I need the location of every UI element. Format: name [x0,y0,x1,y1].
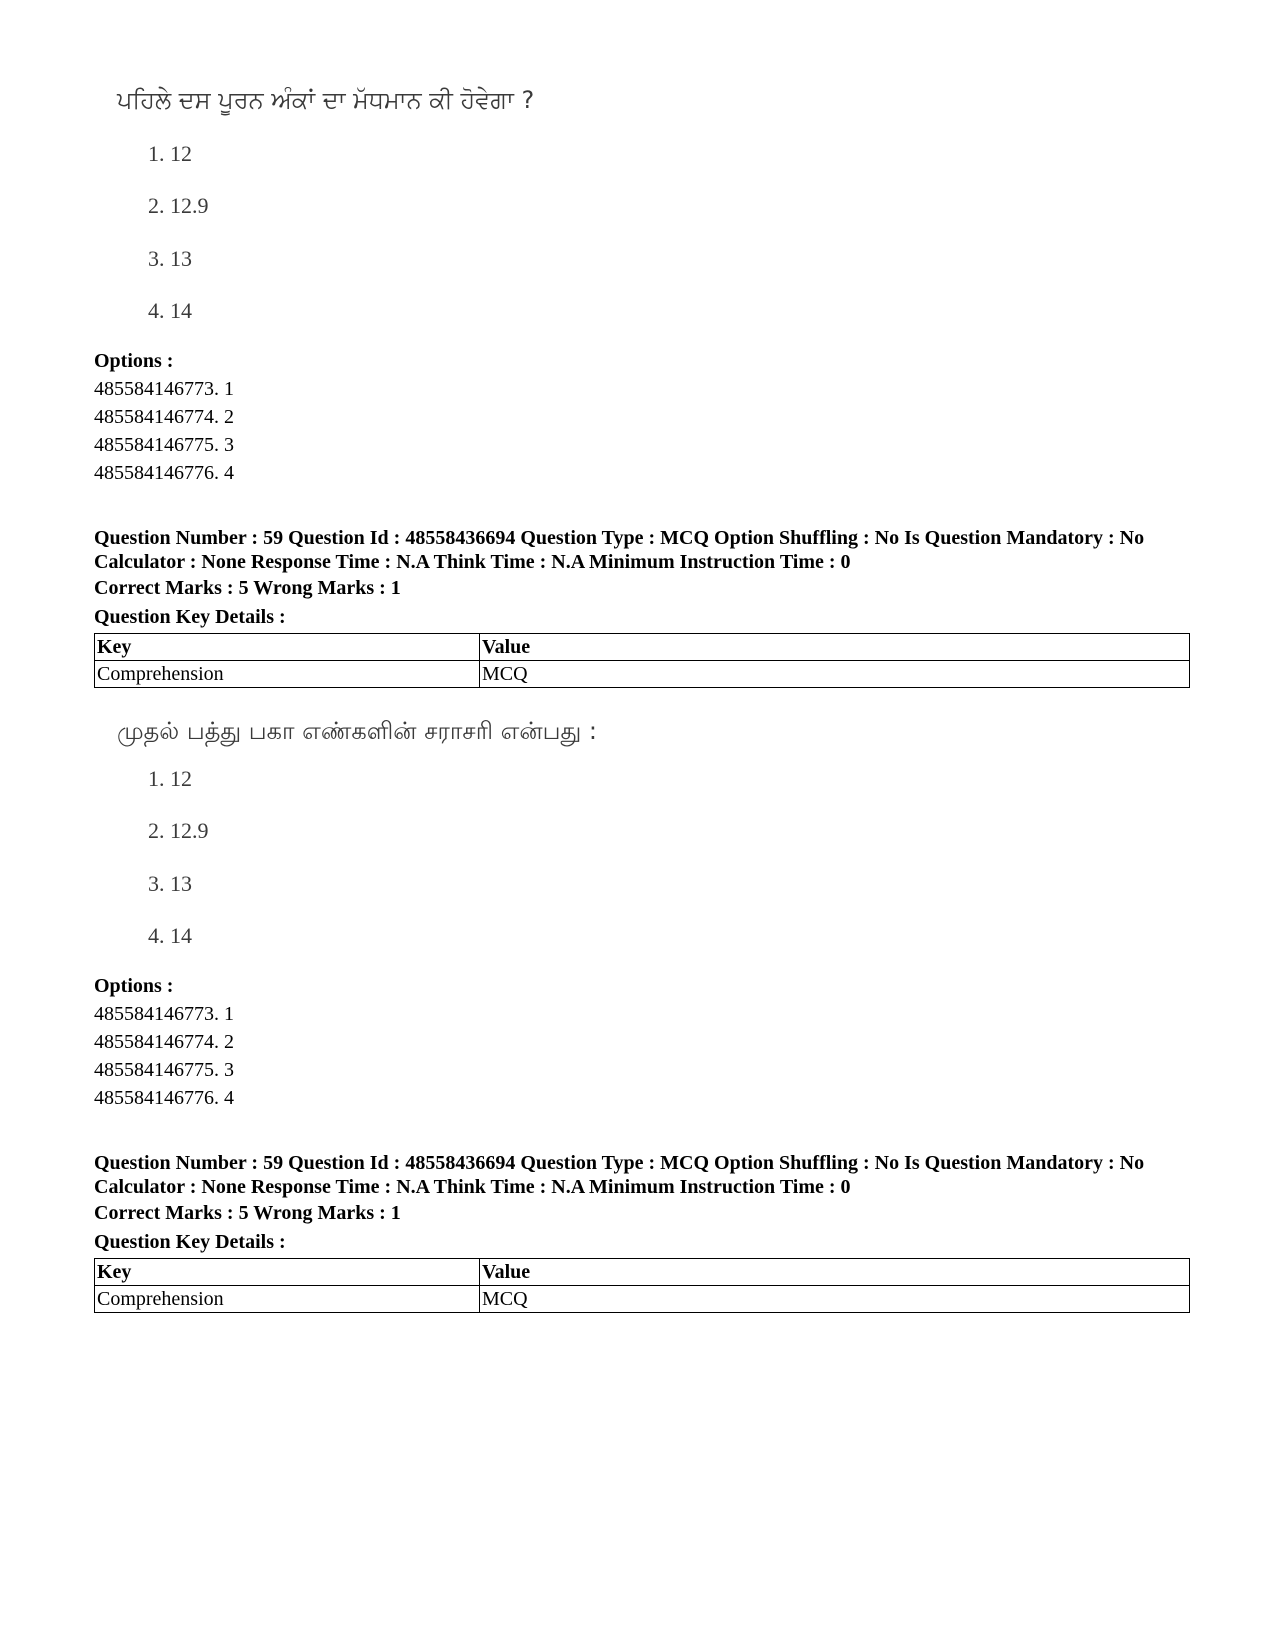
key-details-label: Question Key Details : [94,1231,286,1253]
table-cell: Comprehension [95,1286,480,1313]
table-cell: Comprehension [95,661,480,688]
option-item: 485584146776. 4 [94,1087,234,1109]
question-choice: 2. 12.9 [148,193,209,218]
question-choice: 3. 13 [148,871,192,896]
table-row [95,1286,1190,1313]
question-choice: 4. 14 [148,923,192,948]
question-choice: 3. 13 [148,246,192,271]
key-details-table [94,633,1190,688]
marks-line: Correct Marks : 5 Wrong Marks : 1 [94,1202,401,1224]
options-label: Options : [94,975,174,997]
table-header-cell: Key [95,1259,480,1286]
question-choice: 2. 12.9 [148,818,209,843]
option-item: 485584146775. 3 [94,1059,234,1081]
table-header-cell: Value [480,634,1190,661]
question-choice: 1. 12 [148,141,192,166]
table-cell: MCQ [480,1286,1190,1313]
option-item: 485584146774. 2 [94,406,234,428]
table-row [95,661,1190,688]
question-text: முதல் பத்து பகா எண்களின் சராசரி என்பது : [117,717,597,745]
table-header-cell: Key [95,634,480,661]
option-item: 485584146773. 1 [94,1003,234,1025]
option-item: 485584146775. 3 [94,434,234,456]
key-details-label: Question Key Details : [94,606,286,628]
question-meta: Question Number : 59 Question Id : 48558436694 Question Type : MCQ Option Shuffling : No Is Question Mandatory : No Calculator : None Response Time : N.A Think Time : N.A Minimum Instruction Time : 0 [94,527,1145,573]
option-item: 485584146776. 4 [94,462,234,484]
question-meta: Question Number : 59 Question Id : 48558436694 Question Type : MCQ Option Shuffling : No Is Question Mandatory : No Calculator : None Response Time : N.A Think Time : N.A Minimum Instruction Time : 0 [94,1152,1145,1198]
option-item: 485584146773. 1 [94,378,234,400]
marks-line: Correct Marks : 5 Wrong Marks : 1 [94,577,401,599]
table-header-row [95,634,1190,661]
question-text: ਪਹਿਲੇ ਦਸ ਪੂਰਨ ਅੰਕਾਂ ਦਾ ਮੱਧਮਾਨ ਕੀ ਹੋਵੇਗਾ ? [117,86,535,114]
table-header-row [95,1259,1190,1286]
table-header-cell: Value [480,1259,1190,1286]
options-label: Options : [94,350,174,372]
question-choice: 1. 12 [148,766,192,791]
question-choice: 4. 14 [148,298,192,323]
option-item: 485584146774. 2 [94,1031,234,1053]
table-cell: MCQ [480,661,1190,688]
key-details-table [94,1258,1190,1313]
